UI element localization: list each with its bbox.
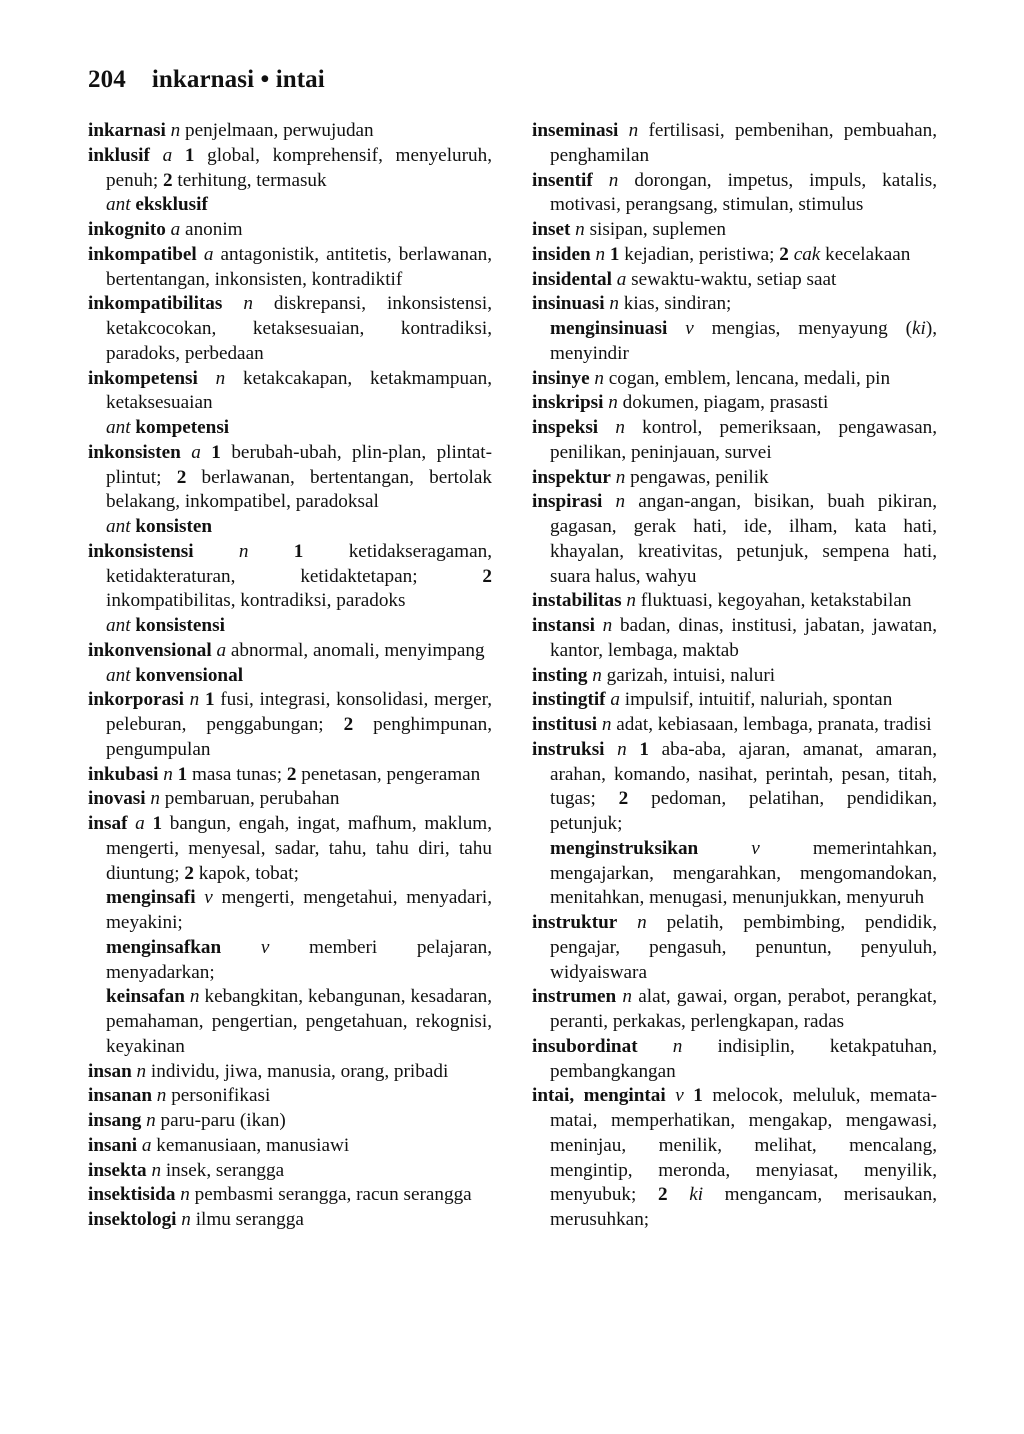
definition-text: ketidakseragaman, ketidakteraturan, ketidaktetapan; [106, 540, 493, 587]
headword: inspirasi [532, 491, 603, 513]
part-of-speech: n [608, 169, 619, 191]
definition-text: kias, sindiran; [623, 293, 732, 315]
definition-text: antagonistik, antitetis, berlawanan, bertentangan, inkonsisten, kontradiktif [106, 243, 493, 290]
part-of-speech: a [191, 441, 201, 463]
part-of-speech: n [156, 1085, 167, 1107]
dictionary-entry [88, 1183, 492, 1208]
definition-text: kejadian, peristiwa; [624, 243, 775, 265]
definition-text: anonim [185, 219, 243, 240]
part-of-speech: n [592, 664, 602, 686]
headword: inkorporasi [88, 689, 184, 711]
definition-text: penjelmaan, perwujudan [185, 120, 374, 141]
dictionary-entry [532, 985, 937, 1035]
definition-text: penetasan, pengeraman [301, 763, 481, 785]
headword: menginsafkan [106, 936, 222, 958]
headword: inkubasi [88, 763, 159, 785]
part-of-speech: a [162, 144, 173, 166]
dictionary-entry [532, 268, 937, 293]
sense-number: 2 [779, 243, 789, 265]
dictionary-entry [88, 119, 492, 144]
part-of-speech: n [150, 788, 160, 810]
antonym-label: ant [106, 615, 131, 636]
sense-number: 1 [211, 441, 221, 463]
right-column [532, 119, 937, 1233]
definition-text: impulsif, intuitif, naluriah, spontan [624, 689, 893, 711]
headword: menginsinuasi [550, 318, 668, 339]
definition-text: pembasmi serangga, racun serangga [194, 1184, 472, 1206]
part-of-speech: n [615, 417, 625, 438]
definition-text: terhitung, termasuk [177, 169, 327, 191]
sense-number: 1 [152, 813, 163, 834]
dictionary-entry [88, 292, 492, 366]
dictionary-entry [88, 1159, 492, 1184]
headword: insektologi [88, 1209, 177, 1230]
definition-text: global, komprehensif, menyeluruh, penuh; [106, 144, 492, 191]
definition-text: ketakcakapan, ketakmampuan, ketaksesuaian [106, 367, 493, 414]
definition-text: kecelakaan [825, 243, 911, 265]
sense-number: 1 [184, 144, 195, 166]
sense-number: 2 [618, 788, 629, 810]
headword: insiden [532, 243, 591, 265]
definition-text: berubah-ubah, plin-plan, plintat-plintut; [106, 441, 492, 488]
antonym-label: ant [106, 194, 131, 216]
antonym-word: eksklusif [135, 194, 208, 216]
part-of-speech: n [170, 120, 181, 141]
part-of-speech: a [203, 243, 214, 265]
definition-text: sisipan, suplemen [589, 219, 726, 240]
dictionary-entry [88, 639, 492, 664]
part-of-speech: a [141, 1134, 152, 1156]
definition-text: sewaktu-waktu, setiap saat [631, 268, 837, 290]
part-of-speech: a [216, 639, 227, 661]
dictionary-entry [532, 292, 937, 317]
dictionary-entry [88, 1134, 492, 1159]
headword: menginsafi [106, 887, 196, 909]
part-of-speech: n [609, 293, 619, 315]
part-of-speech: n [617, 738, 627, 760]
part-of-speech: n [151, 1159, 162, 1181]
antonym-label: ant [106, 516, 131, 537]
sub-entry [88, 515, 492, 540]
dictionary-entry [532, 1035, 937, 1085]
part-of-speech: a [135, 813, 145, 834]
definition-text: garizah, intuisi, naluri [606, 664, 776, 686]
part-of-speech: v [685, 318, 694, 339]
sense-number: 1 [609, 243, 620, 265]
dictionary-entry [88, 218, 492, 243]
definition-text: cogan, emblem, lencana, medali, pin [608, 367, 891, 389]
headword: menginstruksikan [550, 837, 699, 859]
definition-text: diskrepansi, inkonsistensi, ketakcocokan, ketaksesuaian, kontradiksi, paradoks, perbedaan [106, 293, 493, 364]
part-of-speech: a [616, 268, 627, 290]
dictionary-entry [532, 688, 937, 713]
part-of-speech: n [622, 986, 633, 1008]
dictionary-entry [88, 367, 492, 417]
headword: insting [532, 664, 588, 686]
definition-text: ilmu serangga [195, 1209, 304, 1230]
dictionary-entry [88, 441, 492, 515]
sense-number: 1 [204, 689, 215, 711]
dictionary-entry [88, 688, 492, 762]
headword: instabilitas [532, 590, 622, 612]
sense-number: 1 [639, 738, 649, 760]
part-of-speech: n [626, 590, 636, 612]
part-of-speech: n [601, 714, 612, 735]
part-of-speech: v [751, 837, 760, 859]
headword: instansi [532, 615, 595, 636]
headword: inklusif [88, 144, 150, 166]
headword: insang [88, 1110, 142, 1131]
antonym-label: ant [106, 664, 131, 686]
definition-text: penghimpunan, pengumpulan [106, 714, 493, 760]
dictionary-entry [532, 243, 937, 268]
dictionary-entry [88, 1208, 492, 1233]
headword: inspektur [532, 466, 611, 488]
definition-text: memberi pelajaran, menyadarkan; [106, 936, 492, 983]
part-of-speech: n [595, 243, 606, 265]
page-number: 204 [88, 66, 126, 93]
part-of-speech: n [615, 466, 626, 488]
part-of-speech: n [602, 615, 613, 636]
headword: inkonsistensi [88, 540, 194, 562]
antonym-word: konsisten [135, 516, 213, 537]
definition-text: kapok, tobat; [198, 862, 299, 884]
headword: instrumen [532, 986, 617, 1008]
headword: keinsafan [106, 986, 185, 1008]
dictionary-entry [88, 763, 492, 788]
dictionary-entry [532, 738, 937, 837]
headword: insani [88, 1134, 138, 1156]
dictionary-entry [532, 466, 937, 491]
part-of-speech: n [146, 1110, 156, 1131]
antonym-word: kompetensi [135, 417, 230, 438]
definition-text: individu, jiwa, manusia, orang, pribadi [150, 1060, 449, 1082]
sub-entry [88, 614, 492, 639]
usage-label: ki [689, 1184, 704, 1206]
headword: inkompatibel [88, 243, 197, 265]
part-of-speech: n [637, 912, 647, 933]
part-of-speech: n [672, 1035, 683, 1057]
sense-number: 2 [184, 862, 194, 884]
part-of-speech: n [615, 491, 626, 513]
sense-number: 2 [657, 1184, 668, 1206]
antonym-word: konsistensi [135, 615, 225, 636]
part-of-speech: v [204, 887, 213, 909]
dictionary-entry [532, 664, 937, 689]
sense-number: 2 [343, 714, 354, 735]
antonym-word: konvensional [135, 664, 244, 686]
headword: inspeksi [532, 417, 599, 438]
dictionary-entry [88, 812, 492, 886]
dictionary-entry [532, 391, 937, 416]
headword: inovasi [88, 788, 146, 810]
definition-text: indisiplin, ketakpatuhan, pembangkangan [550, 1035, 938, 1082]
dictionary-entry [532, 1084, 937, 1233]
headword: insentif [532, 169, 593, 191]
definition-text: abnormal, anomali, menyimpang [230, 639, 485, 661]
part-of-speech: n [608, 392, 618, 414]
definition-text: melocok, meluluk, memata-matai, memperhatikan, mengakap, mengawasi, meninjau, menilik, melihat, mencalang, mengintip, meronda, menyiasat, menyilik, menyubuk; [550, 1085, 937, 1206]
headword: insekta [88, 1159, 147, 1181]
dictionary-entry [532, 119, 937, 169]
headword: instingtif [532, 689, 606, 711]
dictionary-entry [532, 490, 937, 589]
headword: inseminasi [532, 120, 619, 141]
definition-text: angan-angan, bisikan, buah pikiran, gagasan, gerak hati, ide, ilham, kata hati, khayalan, kreativitas, petunjuk, sempena hati, suara halus, wahyu [550, 491, 938, 587]
guide-words: inkarnasi • intai [151, 66, 325, 93]
headword: intai, mengintai [532, 1085, 666, 1107]
part-of-speech: n [181, 1209, 191, 1230]
definition-text: mengias, menyayung ( [711, 318, 912, 339]
definition-text: mengerti, mengetahui, menyadari, meyakini; [106, 887, 493, 933]
part-of-speech: n [594, 367, 604, 389]
dictionary-entry [532, 169, 937, 219]
definition-text: pedoman, pelatihan, pendidikan, petunjuk; [550, 788, 937, 834]
part-of-speech: a [610, 689, 620, 711]
part-of-speech: n [243, 293, 253, 315]
definition-text: masa tunas; [192, 763, 283, 785]
dictionary-entry [532, 416, 937, 466]
part-of-speech: n [163, 763, 173, 785]
antonym-label: ant [106, 417, 131, 438]
left-column [88, 119, 492, 1233]
headword: inkognito [88, 219, 166, 240]
definition-text: memerintahkan, mengajarkan, mengarahkan, mengomandokan, menitahkan, menugasi, menunjukkan, menyuruh [550, 837, 938, 909]
headword: inkompetensi [88, 367, 198, 389]
dictionary-entry [532, 218, 937, 243]
dictionary-entry [88, 540, 492, 614]
dictionary-entry [88, 144, 492, 194]
sub-entry [532, 837, 937, 911]
headword: insaf [88, 813, 128, 834]
dictionary-entry [532, 614, 937, 664]
headword: insinye [532, 367, 590, 389]
headword: inkonsisten [88, 441, 181, 463]
headword: institusi [532, 714, 598, 735]
headword: insanan [88, 1085, 152, 1107]
headword: inkonvensional [88, 639, 212, 661]
dictionary-entry [88, 243, 492, 293]
dictionary-entry [88, 1084, 492, 1109]
dictionary-entry [532, 367, 937, 392]
definition-text: kebangkitan, kebangunan, kesadaran, pemahaman, pengertian, pengetahuan, rekognisi, keyakinan [106, 986, 493, 1057]
part-of-speech: v [675, 1085, 684, 1107]
part-of-speech: n [575, 219, 585, 240]
part-of-speech: n [238, 540, 249, 562]
dictionary-entry [88, 1109, 492, 1134]
dictionary-entry [88, 1060, 492, 1085]
part-of-speech: v [260, 936, 270, 958]
dictionary-entry [532, 589, 937, 614]
definition-text: pelatih, pembimbing, pendidik, pengajar, pengasuh, penuntun, penyuluh, widyaiswara [550, 912, 938, 983]
definition-text: dorongan, impetus, impuls, katalis, motivasi, perangsang, stimulan, stimulus [550, 169, 938, 216]
part-of-speech: n [180, 1184, 190, 1206]
definition-text: fertilisasi, pembenihan, pembuahan, penghamilan [550, 120, 938, 166]
definition-text: mengancam, merisaukan, merusuhkan; [550, 1184, 938, 1230]
definition-text: ), menyindir [550, 318, 938, 364]
sub-entry [532, 317, 937, 367]
sense-number: 2 [163, 169, 173, 191]
definition-text: fluktuasi, kegoyahan, ketakstabilan [640, 590, 912, 612]
definition-text: dokumen, piagam, prasasti [622, 392, 829, 414]
definition-text: paru-paru (ikan) [160, 1110, 286, 1131]
sub-entry [88, 664, 492, 689]
part-of-speech: n [189, 986, 200, 1008]
running-header [88, 66, 325, 94]
sense-number: 1 [293, 540, 304, 562]
definition-text: adat, kebiasaan, lembaga, pranata, tradisi [616, 714, 932, 735]
definition-text: pembaruan, perubahan [164, 788, 340, 810]
sub-entry [88, 985, 492, 1059]
definition-text: bangun, engah, ingat, mafhum, maklum, mengerti, menyesal, sadar, tahu, tahu diri, tahu diuntung; [106, 813, 493, 884]
definition-text: kontrol, pemeriksaan, pengawasan, penilikan, peninjauan, survei [550, 417, 938, 463]
part-of-speech: a [170, 219, 181, 240]
part-of-speech: n [215, 367, 226, 389]
dictionary-entry [532, 911, 937, 985]
part-of-speech: n [136, 1060, 147, 1082]
definition-text: inkompatibilitas, kontradiksi, paradoks [106, 590, 406, 612]
sense-number: 2 [286, 763, 297, 785]
sub-entry [88, 936, 492, 986]
headword: insinuasi [532, 293, 605, 315]
definition-text: alat, gawai, organ, perabot, perangkat, peranti, perkakas, perlengkapan, radas [550, 986, 938, 1032]
part-of-speech: n [189, 689, 200, 711]
headword: insektisida [88, 1184, 176, 1206]
sub-entry [88, 886, 492, 936]
headword: inset [532, 219, 571, 240]
sub-entry [88, 416, 492, 441]
dictionary-entry [88, 787, 492, 812]
dictionary-entry [532, 713, 937, 738]
definition-text: kemanusiaan, manusiawi [156, 1134, 350, 1156]
headword: instruksi [532, 738, 605, 760]
headword: instruktur [532, 912, 618, 933]
definition-text: berlawanan, bertentangan, bertolak belakang, inkompatibel, paradoksal [106, 466, 492, 513]
definition-text: aba-aba, ajaran, amanat, amaran, arahan, komando, nasihat, perintah, pesan, titah, tugas; [550, 738, 937, 810]
part-of-speech: n [628, 120, 639, 141]
headword: inskripsi [532, 392, 604, 414]
sense-number: 2 [176, 466, 187, 488]
definition-text: badan, dinas, institusi, jabatan, jawatan, kantor, lembaga, maktab [550, 615, 938, 661]
definition-text: fusi, integrasi, konsolidasi, merger, peleburan, penggabungan; [106, 689, 493, 735]
definition-text: personifikasi [171, 1085, 271, 1107]
usage-label: ki [911, 318, 926, 339]
sense-number: 1 [693, 1085, 703, 1107]
headword: insidental [532, 268, 612, 290]
usage-label: cak [793, 243, 821, 265]
headword: insan [88, 1060, 132, 1082]
headword: inkompatibilitas [88, 293, 223, 315]
definition-text: pengawas, penilik [630, 466, 769, 488]
definition-text: insek, serangga [165, 1159, 285, 1181]
headword: inkarnasi [88, 120, 166, 141]
sub-entry [88, 193, 492, 218]
headword: insubordinat [532, 1035, 638, 1057]
sense-number: 1 [177, 763, 188, 785]
sense-number: 2 [482, 565, 492, 587]
